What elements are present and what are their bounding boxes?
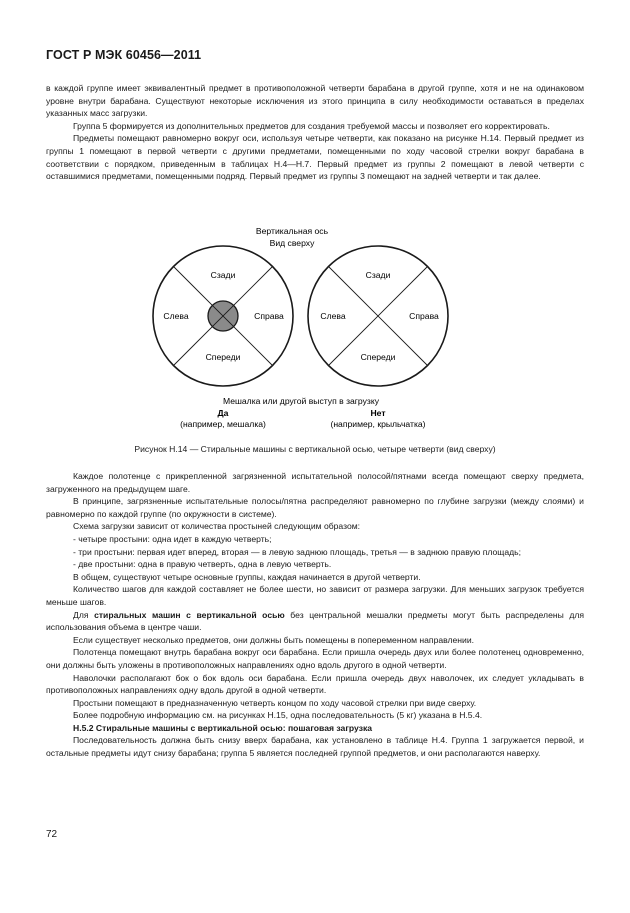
no-example-label: (например, крыльчатка) — [330, 419, 426, 429]
text-run: без центральной мешалки предметы могут быть распределены для использования объема в центре чаши. — [46, 609, 585, 633]
intro-text — [46, 82, 584, 183]
quadrant-right-label: Справа — [254, 311, 284, 321]
paragraph: Полотенца помещают внутрь барабана вокруг оси барабана. Если пришла очередь двух или более полотенец одновременно, они должны быть уложены в противоположных направлениях одно вдоль другого в одной четверти. — [46, 647, 584, 670]
paragraph: Если существует несколько предметов, они должны быть помещены в попеременном направлении. — [73, 634, 475, 645]
figure-caption: Рисунок Н.14 — Стиральные машины с вертикальной осью, четыре четверти (вид сверху) — [134, 444, 496, 454]
quadrant-left-label: Слева — [163, 311, 189, 321]
yes-label: Да — [217, 408, 229, 418]
paragraph: Каждое полотенце с прикрепленной загрязненной испытательной полосой/пятнами всегда помещают сверху предмета, загруженного на предыдущем шаге. — [46, 471, 584, 494]
paragraph: Количество шагов для каждой составляет не более шести, но зависит от размера загрузки. Для меньших загрузок требуется меньше шагов. — [46, 584, 584, 607]
drum-diagram — [0, 222, 630, 432]
paragraph: Более подробную информацию см. на рисунках Н.15, одна последовательность (5 кг) указана в Н.5.4. — [73, 710, 483, 721]
list-item: - две простыни: одна в правую четверть, одна в левую четверть. — [73, 559, 332, 570]
standard-header: ГОСТ Р МЭК 60456—2011 — [46, 48, 202, 62]
body-text — [46, 470, 584, 760]
paragraph: Предметы помещают равномерно вокруг оси, используя четыре четверти, как показано на рисунке Н.14. Первый предмет из группы 1 помещают в первой четверти с другими предметами, помещенными по ходу часовой стрелки вокруг барабана в соответствии с порядком, приведенным в таблицах Н.4—Н.7. Первый предмет из группы 2 помещают в левой четверти с оставшимися предметами, помещенными подряд. Первый предмет из группы 3 помещают на задней четверти и так далее. — [46, 133, 584, 182]
bold-term: стиральных машин с вертикальной осью — [94, 609, 285, 620]
paragraph: в каждой группе имеет эквивалентный предмет в противоположной четверти барабана в другой группе, хотя и не на одинаковом уровне внутри барабана. Существуют некоторые исключения из этого принципа в силу необходимости оставаться в пределах указанных масс загрузки. — [46, 83, 584, 119]
paragraph: В общем, существуют четыре основные группы, каждая начинается в другой четверти. — [73, 571, 421, 582]
figure-title-line2: Вид сверху — [269, 238, 315, 248]
list-item: - четыре простыни: одна идет в каждую четверть; — [73, 533, 272, 544]
paragraph: Простыни помещают в предназначенную четверть концом по ходу часовой стрелки при виде сверху. — [73, 697, 477, 708]
quadrant-left-label: Слева — [320, 311, 346, 321]
quadrant-right-label: Справа — [409, 311, 439, 321]
paragraph: Группа 5 формируется из дополнительных предметов для создания требуемой массы и позволяет его корректировать. — [73, 120, 550, 131]
quadrant-front-label: Спереди — [205, 352, 241, 362]
drum-without-agitator — [308, 246, 448, 386]
agitator-question-label: Мешалка или другой выступ в загрузку — [222, 396, 380, 406]
list-item: - три простыни: первая идет вперед, вторая — в левую заднюю площадь, третья — в заднюю правую площадь; — [73, 546, 521, 557]
figure-h14 — [0, 222, 630, 432]
quadrant-front-label: Спереди — [360, 352, 396, 362]
paragraph: В принципе, загрязненные испытательные полосы/пятна распределяют равномерно по глубине загрузки (между слоями) и равномерно по каждой группе (по окружности в системе). — [46, 496, 584, 519]
paragraph — [46, 609, 584, 634]
paragraph: Наволочки располагают бок о бок вдоль оси барабана. Если пришла очередь двух наволочек, их следует укладывать в противоположных направлениях одну вдоль другой в одной четверти. — [46, 672, 584, 696]
no-label: Нет — [370, 408, 386, 418]
page-number: 72 — [46, 829, 58, 840]
yes-example-label: (например, мешалка) — [180, 419, 266, 429]
text-run: Для — [73, 609, 89, 620]
drum-with-agitator — [153, 246, 293, 386]
paragraph: Схема загрузки зависит от количества простыней следующим образом: — [73, 521, 361, 532]
quadrant-back-label: Сзади — [365, 270, 391, 280]
figure-title-line1: Вертикальная ось — [255, 226, 329, 236]
section-heading: Н.5.2 Стиральные машины с вертикальной осью: пошаговая загрузка — [73, 722, 373, 733]
quadrant-back-label: Сзади — [210, 270, 236, 280]
paragraph: Последовательность должна быть снизу вверх барабана, как установлено в таблице Н.4. Группа 1 загружается первой, и остальные предметы идут снизу барабана; группа 5 является последней группой предметов, и они располагаются наверху. — [46, 735, 584, 759]
